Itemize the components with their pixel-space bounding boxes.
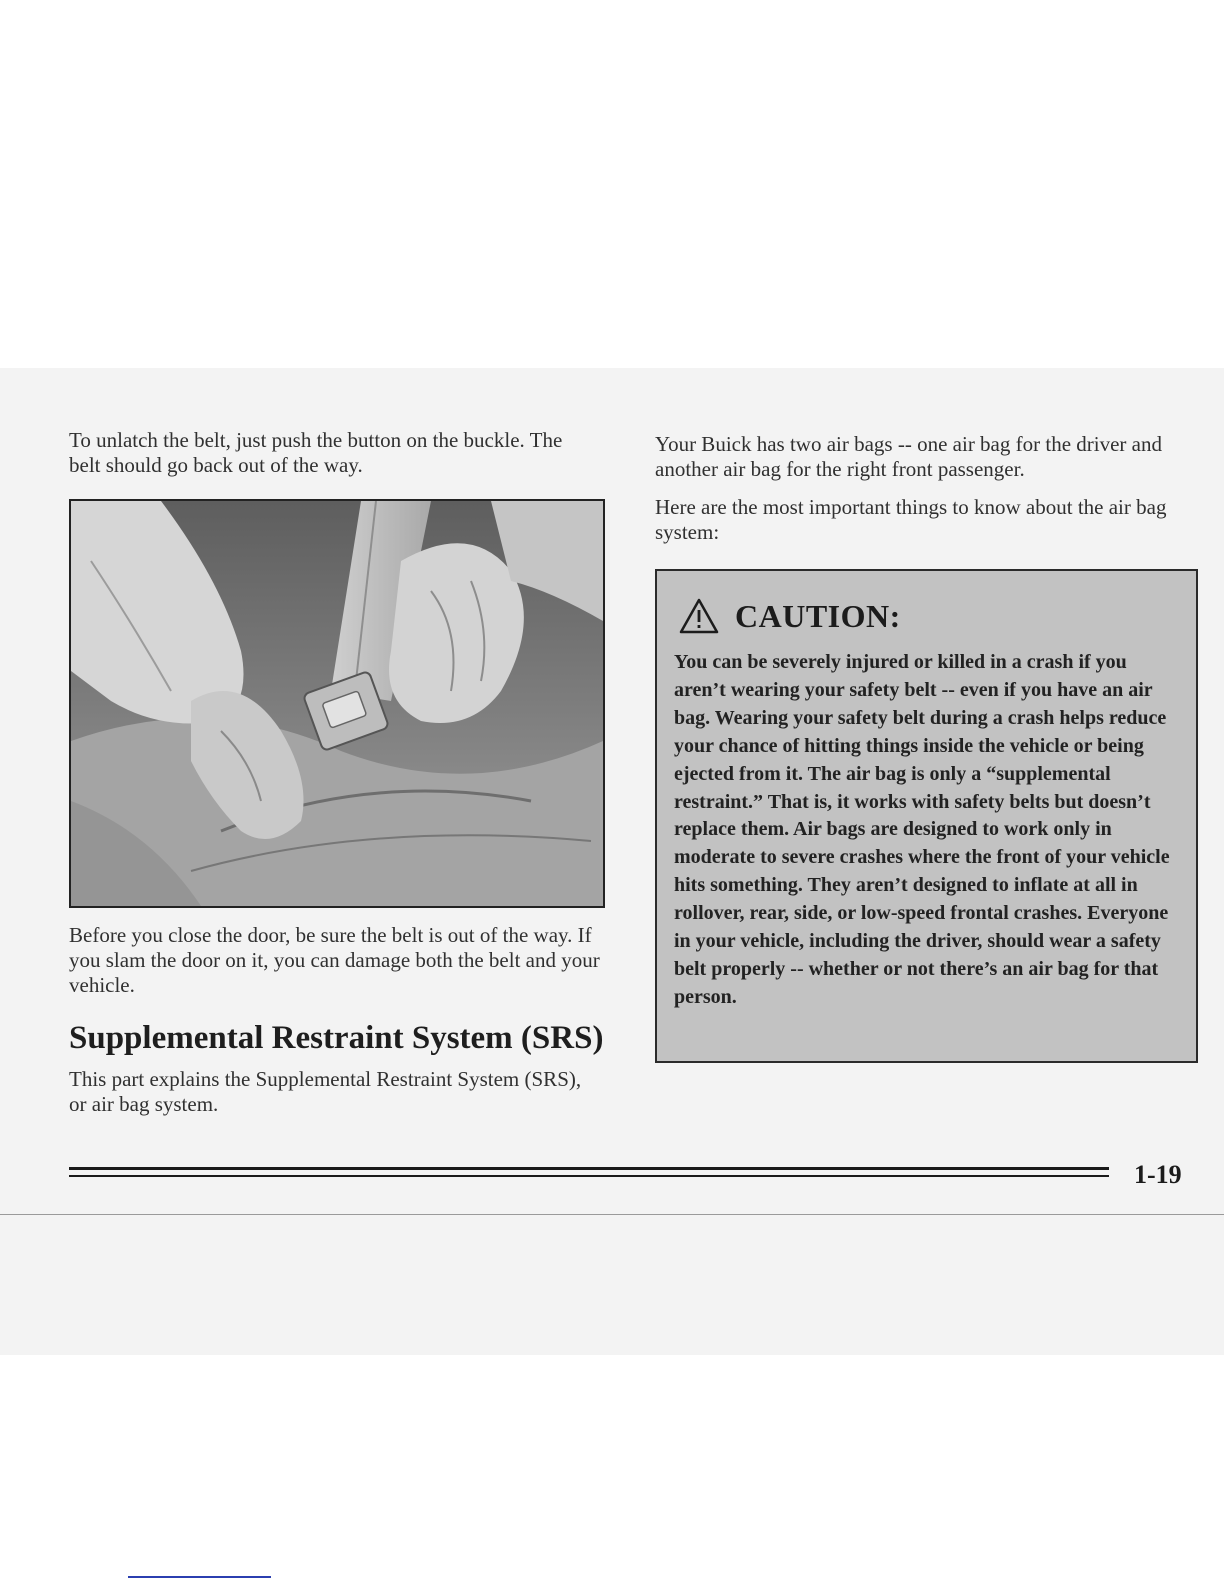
- seat-belt-buckle-illustration: [69, 499, 605, 908]
- bottom-blue-line: [128, 1576, 271, 1578]
- unlatch-paragraph: To unlatch the belt, just push the button on the buckle. The belt should go back out of the way.: [69, 428, 563, 477]
- caution-box: [655, 569, 1198, 1063]
- hand-buckle-icon: [71, 501, 603, 906]
- footer-double-rule: [69, 1167, 1109, 1177]
- srs-intro-paragraph: This part explains the Supplemental Restraint System (SRS), or air bag system.: [69, 1067, 582, 1116]
- scan-edge-line: [0, 1214, 1224, 1215]
- caution-body: You can be severely injured or killed in a crash if you aren’t wearing your safety belt -- even if you have an air bag. Wearing your safety belt during a crash helps reduce your chance of hitting things inside the vehicle or being ejected from it. The air bag is only a “supplemental restraint.” That is, it works with safety belts but doesn’t replace them. Air bags are designed to work only in moderate to severe crashes where the front of your vehicle hits something. They aren’t designed to inflate at all in rollover, rear, side, or low-speed frontal crashes. Everyone in your vehicle, including the driver, should wear a safety belt properly -- whether or not there’s an air bag for that person.: [674, 651, 1170, 1008]
- caution-title: CAUTION:: [735, 597, 901, 634]
- air-bags-paragraph: Your Buick has two air bags -- one air bag for the driver and another air bag for the right front passenger.: [655, 432, 1162, 481]
- page-number: 1-19: [1134, 1160, 1182, 1189]
- door-warning-paragraph: Before you close the door, be sure the belt is out of the way. If you slam the door on it, you can damage both the belt and your vehicle.: [69, 923, 600, 997]
- warning-triangle-icon: [679, 598, 719, 634]
- caution-header: [679, 593, 901, 639]
- srs-section-heading: Supplemental Restraint System (SRS): [69, 1020, 604, 1056]
- important-things-paragraph: Here are the most important things to know about the air bag system:: [655, 495, 1167, 544]
